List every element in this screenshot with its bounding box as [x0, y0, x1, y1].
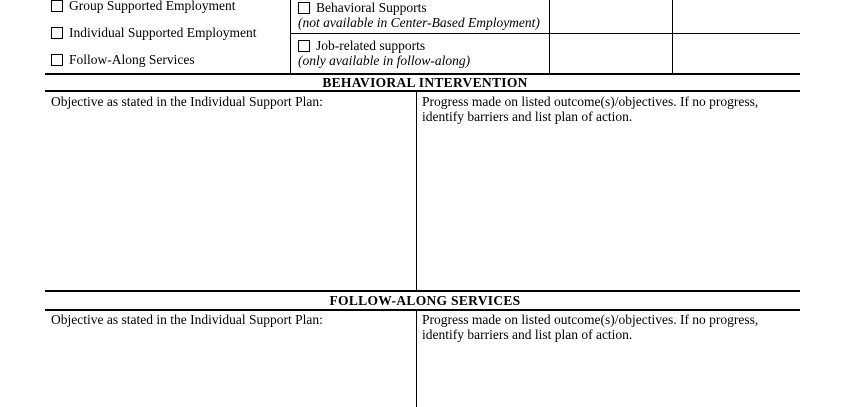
job-related-supports-checkbox[interactable]	[298, 40, 310, 52]
section-border	[45, 90, 800, 92]
section-border	[45, 309, 800, 311]
behavioral-supports-label: Behavioral Supports	[316, 0, 427, 15]
individual-supported-employment-checkbox[interactable]	[51, 27, 63, 39]
section-heading: FOLLOW-ALONG SERVICES	[329, 293, 521, 308]
follow-along-services-checkbox[interactable]	[51, 54, 63, 66]
behavioral-supports-checkbox[interactable]	[298, 2, 310, 14]
follow-along-services-label: Follow-Along Services	[69, 52, 195, 67]
progress-label-line2: identify barriers and list plan of action.	[422, 327, 633, 342]
progress-label-line1: Progress made on listed outcome(s)/objectives. If no progress,	[422, 94, 759, 109]
progress-label-line1: Progress made on listed outcome(s)/objectives. If no progress,	[422, 312, 759, 327]
column-divider	[672, 0, 673, 73]
objective-input-area[interactable]	[46, 126, 414, 288]
column-divider	[290, 0, 291, 73]
progress-input-area[interactable]	[418, 126, 798, 288]
progress-label-line2: identify barriers and list plan of action.	[422, 109, 633, 124]
column-divider	[416, 311, 417, 407]
behavioral-supports-note: (not available in Center-Based Employment)	[298, 15, 540, 30]
group-supported-employment-label: Group Supported Employment	[69, 0, 236, 13]
row-divider	[290, 33, 800, 34]
group-supported-employment-checkbox[interactable]	[51, 0, 63, 12]
job-related-supports-note: (only available in follow-along)	[298, 53, 471, 68]
section-border	[45, 290, 800, 292]
objective-label: Objective as stated in the Individual Support Plan:	[51, 94, 323, 109]
objective-label: Objective as stated in the Individual Support Plan:	[51, 312, 323, 327]
column-divider	[416, 92, 417, 290]
column-divider	[549, 0, 550, 73]
section-heading: BEHAVIORAL INTERVENTION	[322, 75, 528, 90]
objective-input-area[interactable]	[46, 344, 414, 407]
progress-input-area[interactable]	[418, 344, 798, 407]
individual-supported-employment-label: Individual Supported Employment	[69, 25, 257, 40]
job-related-supports-label: Job-related supports	[316, 38, 426, 53]
